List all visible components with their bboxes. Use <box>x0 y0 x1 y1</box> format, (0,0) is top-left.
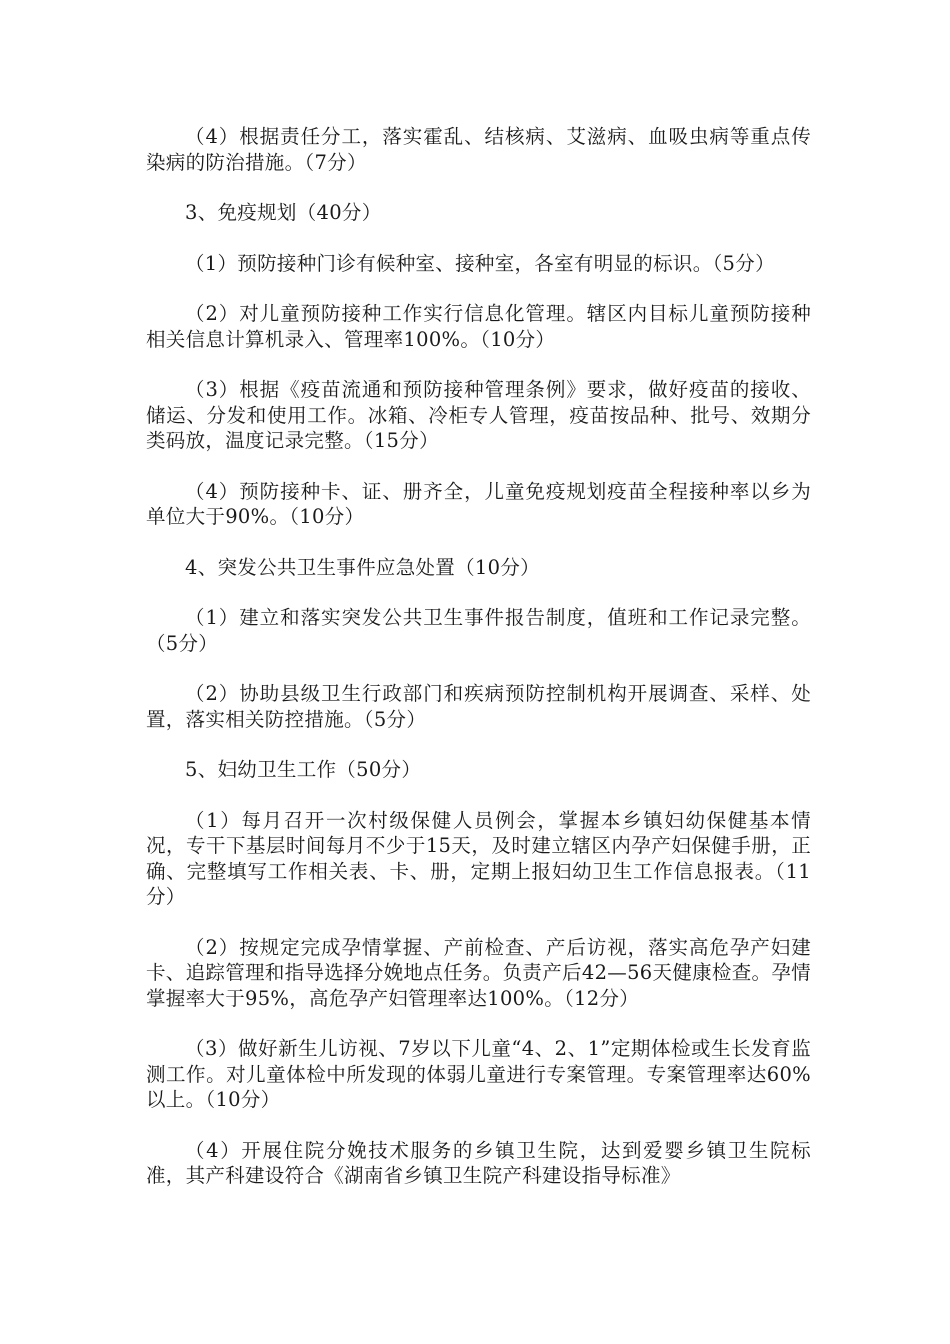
paragraph-emergency-2: （2）协助县级卫生行政部门和疾病预防控制机构开展调查、采样、处置，落实相关防控措施。（5分） <box>146 682 811 731</box>
paragraph-emergency-1: （1）建立和落实突发公共卫生事件报告制度，值班和工作记录完整。（5分） <box>146 606 811 655</box>
section-heading-maternal-child-health: 5、妇幼卫生工作（50分） <box>185 758 422 781</box>
section-heading-emergency-response: 4、突发公共卫生事件应急处置（10分） <box>185 555 540 579</box>
paragraph-infectious-disease-4: （4）根据责任分工，落实霍乱、结核病、艾滋病、血吸虫病等重点传染病的防治措施。（7分） <box>146 125 811 174</box>
section-heading-immunization: 3、免疫规划（40分） <box>185 201 382 224</box>
paragraph-maternal-1: （1）每月召开一次村级保健人员例会，掌握本乡镇妇幼保健基本情况，专干下基层时间每月不少于15天，及时建立辖区内孕产妇保健手册，正确、完整填写工作相关表、卡、册，定期上报妇幼卫生工作信息报表。（11分） <box>146 808 811 908</box>
paragraph-maternal-2: （2）按规定完成孕情掌握、产前检查、产后访视，落实高危孕产妇建卡、追踪管理和指导选择分娩地点任务。负责产后42—56天健康检查。孕情掌握率大于95%，高危孕产妇管理率达100%。（12分） <box>146 935 811 1010</box>
paragraph-maternal-3: （3）做好新生儿访视、7岁以下儿童“4、2、1”定期体检或生长发育监测工作。对儿童体检中所发现的体弱儿童进行专案管理。专案管理率达60%以上。（10分） <box>146 1037 811 1111</box>
paragraph-immunization-1: （1）预防接种门诊有候种室、接种室，各室有明显的标识。（5分） <box>185 251 775 275</box>
paragraph-immunization-4: （4）预防接种卡、证、册齐全，儿童免疫规划疫苗全程接种率以乡为单位大于90%。（10分） <box>146 479 811 528</box>
document-body <box>146 124 811 1214</box>
paragraph-immunization-3: （3）根据《疫苗流通和预防接种管理条例》要求，做好疫苗的接收、储运、分发和使用工作。冰箱、冷柜专人管理，疫苗按品种、批号、效期分类码放，温度记录完整。（15分） <box>146 378 811 452</box>
paragraph-immunization-2: （2）对儿童预防接种工作实行信息化管理。辖区内目标儿童预防接种相关信息计算机录入、管理率100%。（10分） <box>146 302 811 351</box>
paragraph-maternal-4: （4）开展住院分娩技术服务的乡镇卫生院，达到爱婴乡镇卫生院标准，其产科建设符合《湖南省乡镇卫生院产科建设指导标准》 <box>146 1138 811 1187</box>
